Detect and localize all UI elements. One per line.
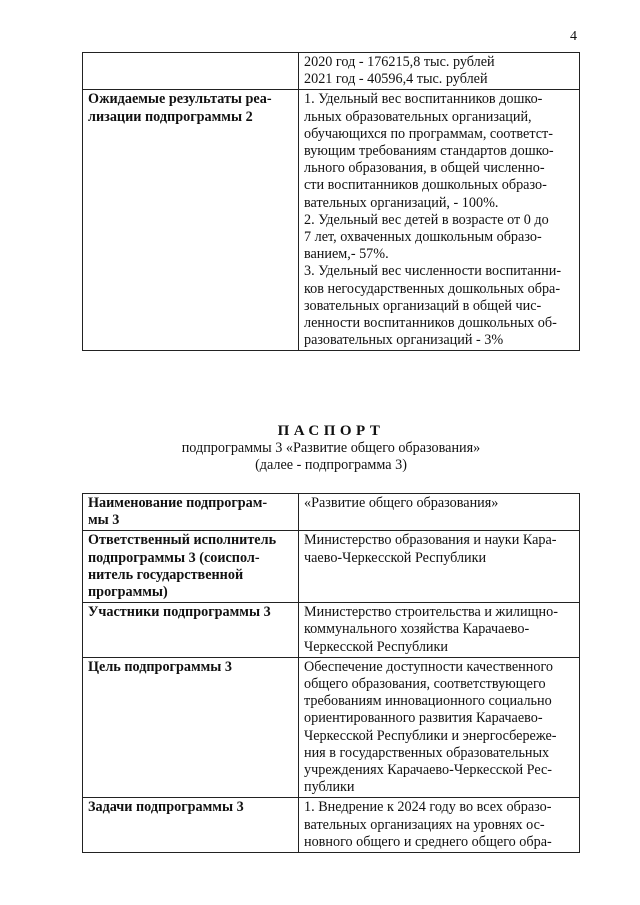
value-line: учреждениях Карачаево-Черкесской Рес- (304, 762, 553, 779)
value-line: льных образовательных организаций, (304, 108, 532, 125)
value-line: вующим требованиям стандартов дошко- (304, 143, 554, 160)
value-line: Министерство образования и науки Кара- (304, 532, 557, 549)
label-line: программы) (88, 584, 168, 601)
label-line: Задачи подпрограммы 3 (88, 799, 244, 816)
table-row (83, 531, 580, 603)
passport-heading (82, 422, 580, 474)
value-line: Министерство строительства и жилищно- (304, 604, 558, 621)
value-line: ориентированного развития Карачаево- (304, 710, 543, 727)
value-line: вательных организаций, - 100%. (304, 194, 499, 211)
value-line: 1. Удельный вес воспитанников дошко- (304, 91, 543, 108)
label-line: подпрограммы 3 (соиспол- (88, 549, 260, 566)
label-line: Ответственный исполнитель (88, 532, 277, 549)
value-line: Черкесской Республики (304, 638, 448, 655)
goal-label (83, 657, 299, 798)
subprogram-2-table (82, 52, 580, 351)
name-value (299, 494, 580, 531)
value-line: новного общего и среднего общего обра- (304, 833, 552, 850)
table-row (83, 53, 580, 90)
table-row (83, 494, 580, 531)
name-label (83, 494, 299, 531)
value-line: 1. Внедрение к 2024 году во всех образо- (304, 799, 552, 816)
label-line: Наименование подпрограм- (88, 495, 268, 511)
empty-label-cell (83, 53, 299, 90)
value-line: чаево-Черкесской Республики (304, 549, 487, 566)
executor-label (83, 531, 299, 603)
value-line: «Развитие общего образования» (304, 495, 499, 511)
value-line: зовательных организаций в общей чис- (304, 297, 542, 314)
value-line: льного образования, в общей численно- (304, 160, 545, 177)
value-line: ванием,- 57%. (304, 246, 389, 263)
value-line: 3. Удельный вес численности воспитанни- (304, 263, 562, 280)
value-line: общего образования, соответствующего (304, 676, 546, 693)
value-line: обучающихся по программам, соответст- (304, 125, 553, 142)
goal-value (299, 657, 580, 798)
label-line: лизации подпрограммы 2 (88, 108, 253, 125)
passport-subtitle: подпрограммы 3 «Развитие общего образования» (181, 440, 481, 456)
value-line: ленности воспитанников дошкольных об- (304, 315, 557, 332)
value-line: требованиям инновационного социально (304, 693, 552, 710)
participants-value (299, 603, 580, 658)
funding-line-2021: 2021 год - 40596,4 тыс. рублей (304, 71, 488, 88)
passport-subtitle-note: (далее - подпрограмма 3) (255, 457, 407, 473)
table-row (83, 603, 580, 658)
value-line: ния в государственных образовательных (304, 744, 550, 761)
funding-line-2020: 2020 год - 176215,8 тыс. рублей (304, 54, 495, 70)
value-line: ков негосударственных дошкольных обра- (304, 280, 561, 297)
label-line: Ожидаемые результаты реа- (88, 91, 272, 108)
tasks-label (83, 798, 299, 853)
value-line: Обеспечение доступности качественного (304, 658, 554, 675)
value-line: 2. Удельный вес детей в возрасте от 0 до (304, 211, 549, 228)
value-line: сти воспитанников дошкольных образо- (304, 177, 547, 194)
executor-value (299, 531, 580, 603)
value-line: коммунального хозяйства Карачаево- (304, 621, 530, 638)
label-line: Цель подпрограммы 3 (88, 658, 233, 675)
table-row (83, 798, 580, 853)
label-line: нитель государственной (88, 566, 244, 583)
table-row (83, 657, 580, 798)
funding-value-cell (299, 53, 580, 90)
value-line: публики (304, 779, 355, 796)
label-line: Участники подпрограммы 3 (88, 604, 271, 621)
value-line: разовательных организаций - 3% (304, 332, 504, 349)
passport-title: ПАСПОРТ (277, 423, 385, 439)
value-line: Черкесской Республики и энергосбереже- (304, 727, 557, 744)
passport-table (82, 493, 580, 853)
expected-results-value (299, 90, 580, 351)
participants-label (83, 603, 299, 658)
value-line: вательных организациях на уровнях ос- (304, 816, 545, 833)
expected-results-label (83, 90, 299, 351)
value-line: 7 лет, охваченных дошкольным образо- (304, 229, 542, 246)
tasks-value (299, 798, 580, 853)
label-line: мы 3 (88, 512, 120, 529)
page-number: 4 (570, 29, 577, 44)
table-row (83, 90, 580, 351)
